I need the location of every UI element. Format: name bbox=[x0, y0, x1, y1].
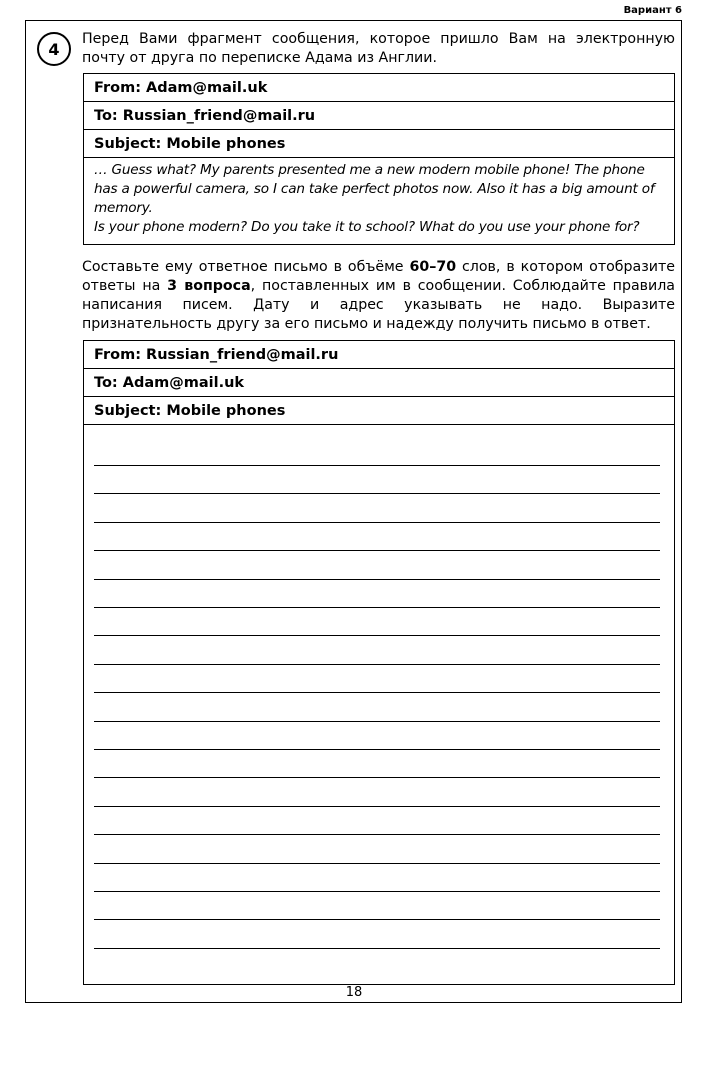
answer-line bbox=[94, 891, 660, 892]
answer-line bbox=[94, 607, 660, 608]
answer-line bbox=[94, 806, 660, 807]
answer-line bbox=[94, 919, 660, 920]
answer-line bbox=[94, 749, 660, 750]
reply-from: From: Russian_friend@mail.ru bbox=[84, 341, 674, 369]
incoming-from: From: Adam@mail.uk bbox=[84, 74, 674, 102]
incoming-email-box bbox=[83, 73, 675, 245]
word-count: 60–70 bbox=[409, 259, 457, 275]
task-number-badge: 4 bbox=[37, 32, 71, 66]
incoming-to: To: Russian_friend@mail.ru bbox=[84, 102, 674, 130]
answer-area[interactable] bbox=[84, 425, 674, 1068]
task-instructions bbox=[82, 258, 675, 334]
page-number: 18 bbox=[345, 985, 363, 1000]
answer-line bbox=[94, 834, 660, 835]
answer-line bbox=[94, 948, 660, 949]
incoming-body bbox=[84, 158, 674, 237]
answer-line bbox=[94, 692, 660, 693]
answer-line bbox=[94, 493, 660, 494]
instructions-part-3: , поставленных им в сообщении. Соблюдайте правила написания писем. Дату и адрес указывать не надо. Выразите признательность другу за его письмо и надежду получить письмо в ответ. bbox=[82, 278, 675, 332]
reply-to: To: Adam@mail.uk bbox=[84, 369, 674, 397]
incoming-body-paragraph-1: … Guess what? My parents presented me a new modern mobile phone! The phone has a powerful camera, so I can take perfect photos now. Also it has a big amount of memory. bbox=[94, 162, 655, 216]
answer-line bbox=[94, 863, 660, 864]
answer-line bbox=[94, 635, 660, 636]
task-intro: Перед Вами фрагмент сообщения, которое пришло Вам на электронную почту от друга по переписке Адама из Англии. bbox=[82, 31, 675, 66]
answer-line bbox=[94, 777, 660, 778]
answer-line bbox=[94, 522, 660, 523]
incoming-body-paragraph-2: Is your phone modern? Do you take it to school? What do you use your phone for? bbox=[94, 219, 640, 235]
reply-email-box bbox=[83, 340, 675, 985]
instructions-part-2: слов, в котором отобразите ответы на bbox=[82, 259, 675, 294]
answer-line bbox=[94, 579, 660, 580]
variant-label: Вариант 6 bbox=[623, 5, 682, 16]
incoming-subject: Subject: Mobile phones bbox=[84, 130, 674, 158]
questions-count: 3 вопроса bbox=[167, 278, 251, 294]
answer-line bbox=[94, 550, 660, 551]
reply-subject: Subject: Mobile phones bbox=[84, 397, 674, 425]
answer-line bbox=[94, 664, 660, 665]
instructions-part-1: Составьте ему ответное письмо в объёме bbox=[82, 259, 410, 275]
answer-line bbox=[94, 465, 660, 466]
answer-line bbox=[94, 721, 660, 722]
